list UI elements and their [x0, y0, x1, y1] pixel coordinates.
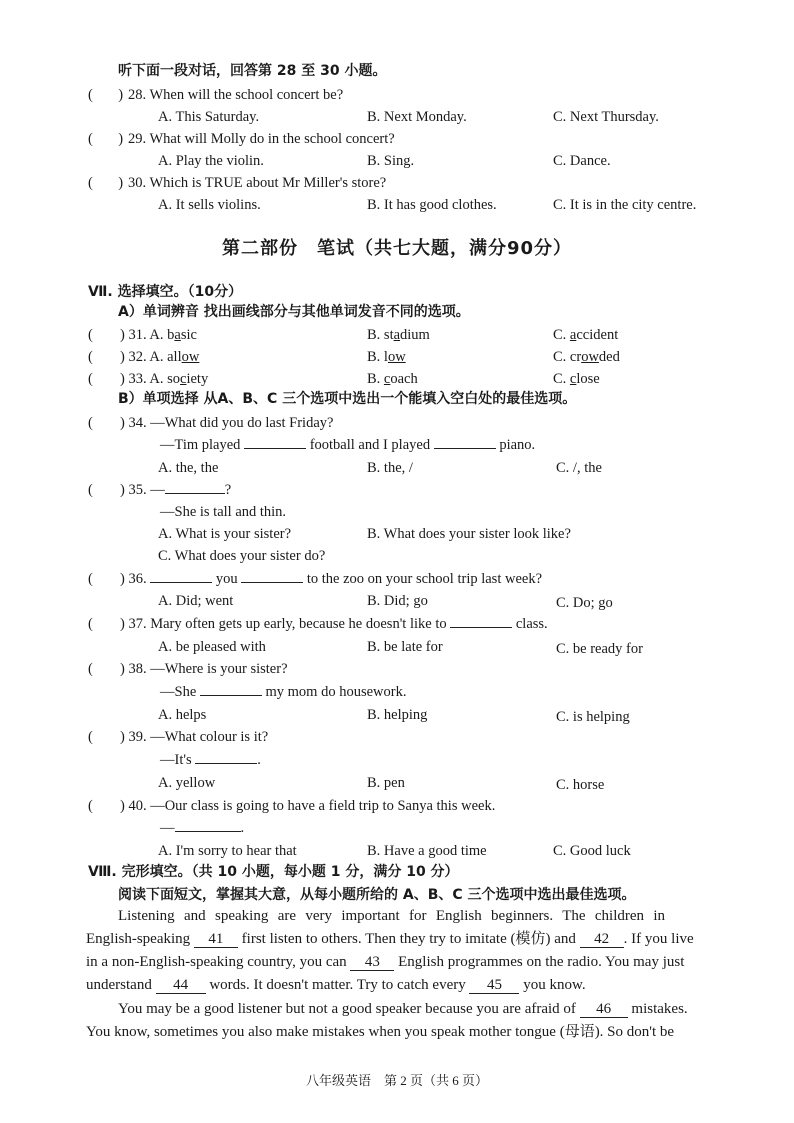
- blank[interactable]: [165, 493, 225, 494]
- option-c: C. is helping: [556, 709, 630, 725]
- part-a-instruction: A）单词辨音 找出画线部分与其他单词发音不同的选项。: [118, 304, 470, 320]
- option-b: B. Next Monday.: [367, 109, 467, 125]
- option-a: ) 31. A. basic: [120, 327, 197, 343]
- option-c: C. Good luck: [553, 843, 631, 859]
- option-b: B. pen: [367, 775, 405, 791]
- passage-line: You may be a good listener but not a good speaker because you are afraid of 46 mistakes.: [118, 1001, 688, 1017]
- part-b-instruction: B）单项选择 从A、B、C 三个选项中选出一个能填入空白处的最佳选项。: [118, 391, 577, 407]
- page-footer: 八年级英语 第 2 页（共 6 页）: [305, 1073, 488, 1088]
- option-a: A. helps: [158, 707, 207, 723]
- answer-paren[interactable]: (: [88, 482, 93, 498]
- option-c: C. be ready for: [556, 641, 643, 657]
- blank[interactable]: [434, 448, 496, 449]
- answer-paren[interactable]: (: [88, 571, 93, 587]
- question-stem: ) 36. you to the zoo on your school trip last week?: [120, 571, 543, 587]
- option-b: B. helping: [367, 707, 428, 723]
- option-a: ) 33. A. society: [120, 371, 209, 387]
- option-c: C. accident: [553, 327, 619, 343]
- option-b: B. be late for: [367, 639, 443, 655]
- answer-paren[interactable]: (: [88, 798, 93, 814]
- passage-line: You know, sometimes you also make mistakes when you speak mother tongue (母语). So don't be: [86, 1024, 675, 1040]
- question-line-2: —It's .: [160, 752, 261, 768]
- blank[interactable]: [241, 582, 303, 583]
- question-line-2: —Tim played football and I played piano.: [160, 437, 536, 453]
- cloze-blank-43[interactable]: 43: [350, 954, 394, 971]
- cloze-blank-45[interactable]: 45: [469, 977, 519, 994]
- option-b: B. Have a good time: [367, 843, 487, 859]
- option-b: B. What does your sister look like?: [367, 526, 571, 542]
- blank[interactable]: [150, 582, 212, 583]
- blank[interactable]: [200, 695, 262, 696]
- question-line-2: — .: [160, 820, 245, 836]
- option-a: A. yellow: [158, 775, 216, 791]
- option-a: A. What is your sister?: [158, 526, 292, 542]
- option-a: ) 32. A. allow: [120, 349, 200, 365]
- option-a: A. I'm sorry to hear that: [158, 843, 297, 859]
- question-line-2: —She is tall and thin.: [160, 504, 287, 520]
- answer-paren[interactable]: ( ): [88, 175, 124, 191]
- option-a: A. It sells violins.: [158, 197, 261, 213]
- answer-paren[interactable]: (: [88, 729, 93, 745]
- question-stem: 30. Which is TRUE about Mr Miller's store?: [128, 175, 387, 191]
- option-b: B. coach: [367, 371, 418, 387]
- question-stem: 29. What will Molly do in the school concert?: [128, 131, 395, 147]
- section-8-heading: Ⅷ. 完形填空。（共 10 小题，每小题 1 分，满分 10 分）: [88, 864, 459, 880]
- blank[interactable]: [450, 627, 512, 628]
- option-a: A. Did; went: [158, 593, 234, 609]
- cloze-blank-46[interactable]: 46: [580, 1001, 628, 1018]
- question-stem: ) 35. — ?: [120, 482, 232, 498]
- answer-paren[interactable]: ( ): [88, 131, 124, 147]
- passage-line: Listening and speaking are very important for English beginners. The children in: [118, 908, 666, 924]
- section-7-heading: Ⅶ. 选择填空。（10分）: [88, 284, 243, 300]
- option-c: C. close: [553, 371, 600, 387]
- option-b: B. It has good clothes.: [367, 197, 497, 213]
- answer-paren[interactable]: ( ): [88, 87, 124, 103]
- option-c: C. It is in the city centre.: [553, 197, 697, 213]
- part-two-title: 第二部份 笔试（共七大题，满分90分）: [221, 238, 573, 259]
- option-a: A. be pleased with: [158, 639, 266, 655]
- option-c: C. Dance.: [553, 153, 611, 169]
- listening-instruction: 听下面一段对话，回答第 28 至 30 小题。: [118, 63, 387, 79]
- option-a: A. Play the violin.: [158, 153, 264, 169]
- question-stem: ) 39. —What colour is it?: [120, 729, 269, 745]
- passage-line: in a non-English-speaking country, you can 43 English programmes on the radio. You may just: [86, 954, 685, 970]
- option-b: B. low: [367, 349, 406, 365]
- option-b: B. Sing.: [367, 153, 415, 169]
- option-b: B. stadium: [367, 327, 430, 343]
- blank[interactable]: [175, 831, 241, 832]
- option-c: C. crowded: [553, 349, 620, 365]
- question-line-2: —She my mom do housework.: [160, 684, 407, 700]
- option-b: B. the, /: [367, 460, 413, 476]
- answer-paren[interactable]: (: [88, 616, 93, 632]
- question-stem: ) 40. —Our class is going to have a field trip to Sanya this week.: [120, 798, 496, 814]
- answer-paren[interactable]: (: [88, 327, 93, 343]
- question-stem: ) 34. —What did you do last Friday?: [120, 415, 334, 431]
- passage-line: understand 44 words. It doesn't matter. Try to catch every 45 you know.: [86, 977, 586, 993]
- answer-paren[interactable]: (: [88, 371, 93, 387]
- option-c: C. Next Thursday.: [553, 109, 659, 125]
- option-c: C. /, the: [556, 460, 602, 476]
- cloze-blank-42[interactable]: 42: [580, 931, 624, 948]
- answer-paren[interactable]: (: [88, 661, 93, 677]
- option-a: A. the, the: [158, 460, 219, 476]
- passage-line: English-speaking 41 first listen to others. Then they try to imitate (模仿) and 42 . If you live: [86, 931, 694, 947]
- option-b: B. Did; go: [367, 593, 428, 609]
- option-c: C. What does your sister do?: [158, 548, 326, 564]
- blank[interactable]: [244, 448, 306, 449]
- question-stem: ) 37. Mary often gets up early, because he doesn't like to class.: [120, 616, 548, 632]
- blank[interactable]: [195, 763, 257, 764]
- cloze-blank-44[interactable]: 44: [156, 977, 206, 994]
- option-c: C. horse: [556, 777, 605, 793]
- answer-paren[interactable]: (: [88, 415, 93, 431]
- section-8-instruction: 阅读下面短文，掌握其大意，从每小题所给的 A、B、C 三个选项中选出最佳选项。: [118, 887, 636, 903]
- answer-paren[interactable]: (: [88, 349, 93, 365]
- question-stem: 28. When will the school concert be?: [128, 87, 344, 103]
- cloze-blank-41[interactable]: 41: [194, 931, 238, 948]
- question-stem: ) 38. —Where is your sister?: [120, 661, 288, 677]
- option-c: C. Do; go: [556, 595, 613, 611]
- option-a: A. This Saturday.: [158, 109, 260, 125]
